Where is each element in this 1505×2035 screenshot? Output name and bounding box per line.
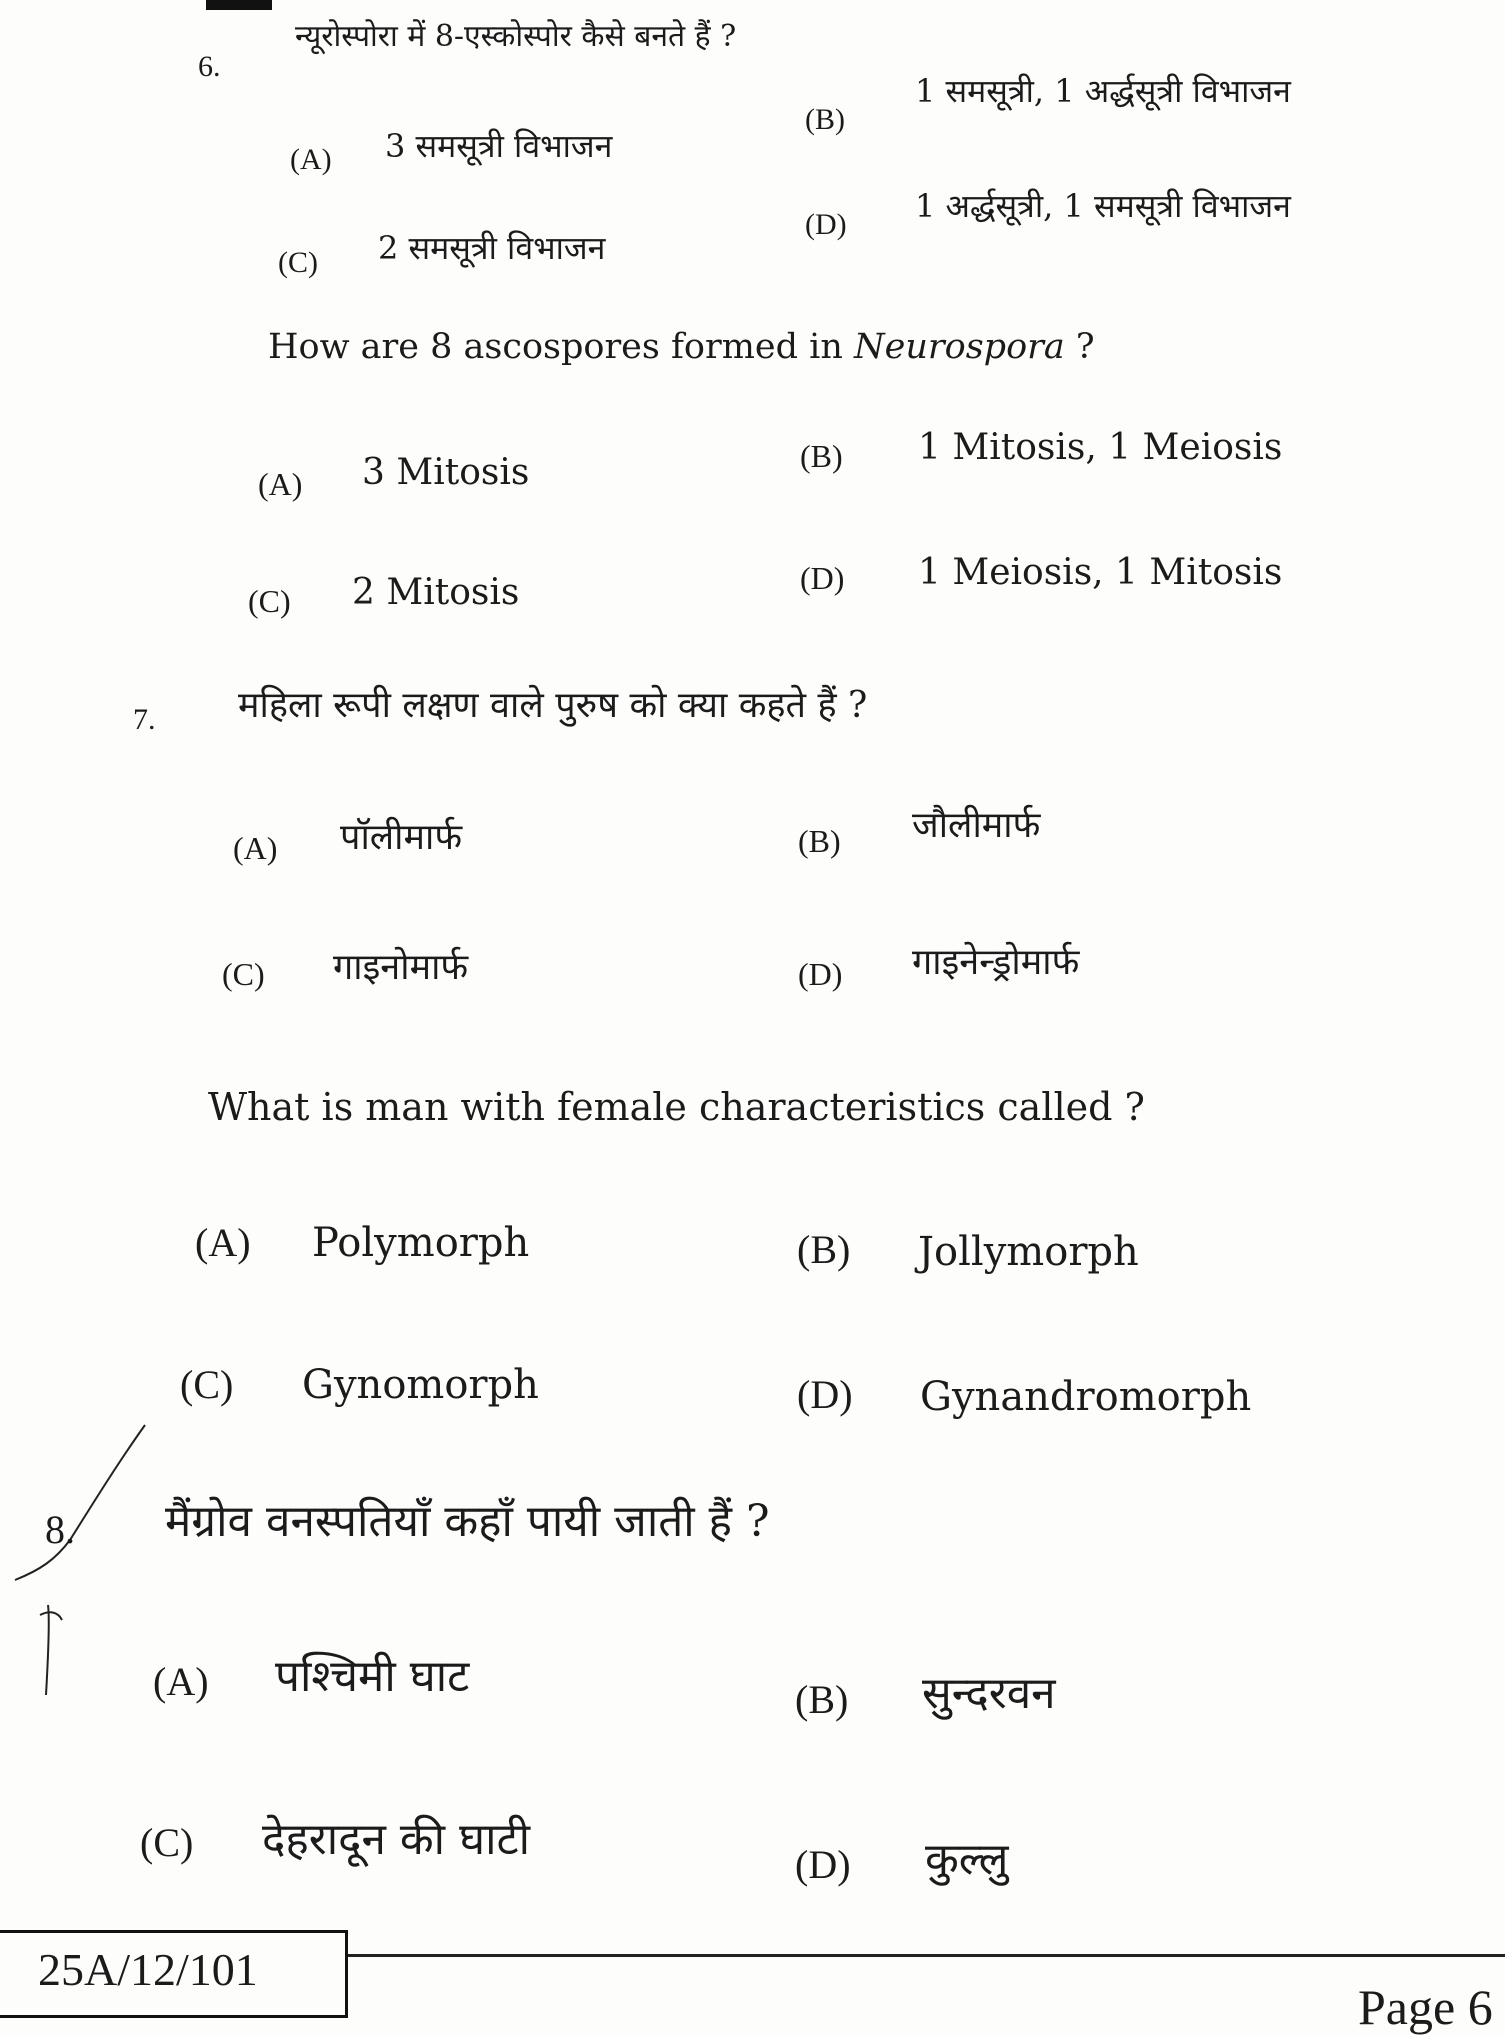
q7-en-option-a-text: Polymorph bbox=[312, 1220, 530, 1266]
q7-en-option-c-label: (C) bbox=[180, 1362, 234, 1407]
q8-option-b-text: सुन्दरवन bbox=[922, 1668, 1056, 1719]
q6-hi-option-d-text: 1 अर्द्धसूत्री, 1 समसूत्री विभाजन bbox=[915, 187, 1291, 225]
q8-option-c-label: (C) bbox=[140, 1820, 194, 1865]
q7-en-option-a-label: (A) bbox=[195, 1220, 251, 1265]
q6-en-option-b-text: 1 Mitosis, 1 Meiosis bbox=[918, 427, 1283, 468]
page-number: Page 6 bbox=[1358, 1979, 1493, 2035]
q6-en-option-b-label: (B) bbox=[800, 438, 843, 474]
q6-en-option-a-text: 3 Mitosis bbox=[362, 452, 530, 493]
q8-option-a-label: (A) bbox=[153, 1659, 209, 1704]
footer-rule bbox=[348, 1954, 1505, 1957]
paper-code: 25A/12/101 bbox=[38, 1944, 258, 1995]
q8-option-a-text: पश्चिमी घाट bbox=[275, 1651, 470, 1702]
q6-hi-option-b-label: (B) bbox=[805, 103, 845, 136]
q8-option-b-label: (B) bbox=[795, 1677, 849, 1722]
q6-hi-option-b-text: 1 समसूत्री, 1 अर्द्धसूत्री विभाजन bbox=[915, 72, 1291, 110]
q7-hi-option-a-label: (A) bbox=[233, 830, 278, 866]
q7-hindi-question: महिला रूपी लक्षण वाले पुरुष को क्या कहते हैं ? bbox=[238, 685, 868, 726]
q8-option-d-text: कुल्लु bbox=[925, 1834, 1009, 1885]
handwritten-tick-marks bbox=[0, 1420, 160, 1710]
q6-number: 6. bbox=[198, 50, 221, 83]
q7-hi-option-b-text: जौलीमार्फ bbox=[912, 805, 1041, 846]
q6-english-question-suffix: ? bbox=[1064, 327, 1095, 367]
q6-hindi-question: न्यूरोस्पोरा में 8-एस्कोस्पोर कैसे बनते हैं ? bbox=[295, 19, 737, 54]
q7-hi-option-d-text: गाइनेन्ड्रोमार्फ bbox=[912, 942, 1080, 983]
q7-hi-option-d-label: (D) bbox=[798, 956, 843, 992]
q6-english-question-prefix: How are 8 ascospores formed in bbox=[268, 327, 855, 367]
q6-hi-option-d-label: (D) bbox=[805, 208, 847, 241]
q6-hi-option-c-label: (C) bbox=[278, 246, 318, 279]
q7-english-question: What is man with female characteristics called ? bbox=[208, 1085, 1145, 1129]
q6-hi-option-c-text: 2 समसूत्री विभाजन bbox=[378, 229, 606, 267]
top-edge-mark bbox=[206, 0, 272, 10]
q8-option-c-text: देहरादून की घाटी bbox=[262, 1814, 531, 1865]
q7-number: 7. bbox=[133, 703, 156, 736]
q7-hi-option-b-label: (B) bbox=[798, 823, 841, 859]
q7-hi-option-c-label: (C) bbox=[222, 956, 265, 992]
q7-en-option-b-label: (B) bbox=[797, 1227, 851, 1272]
q6-english-question bbox=[268, 327, 1095, 367]
q6-en-option-c-text: 2 Mitosis bbox=[352, 572, 520, 613]
q6-en-option-c-label: (C) bbox=[248, 583, 291, 619]
q8-option-d-label: (D) bbox=[795, 1842, 851, 1887]
q7-en-option-c-text: Gynomorph bbox=[302, 1362, 539, 1408]
q6-en-option-d-text: 1 Meiosis, 1 Mitosis bbox=[918, 552, 1283, 593]
q6-english-question-italic: Neurospora bbox=[854, 327, 1065, 367]
q7-hi-option-a-text: पॉलीमार्फ bbox=[340, 817, 463, 858]
q7-en-option-d-text: Gynandromorph bbox=[920, 1374, 1252, 1420]
q7-en-option-d-label: (D) bbox=[797, 1372, 853, 1417]
q6-hi-option-a-label: (A) bbox=[290, 143, 332, 176]
q6-hi-option-a-text: 3 समसूत्री विभाजन bbox=[385, 127, 613, 165]
q7-en-option-b-text: Jollymorph bbox=[918, 1229, 1139, 1275]
q7-hi-option-c-text: गाइनोमार्फ bbox=[333, 947, 469, 988]
q6-en-option-a-label: (A) bbox=[258, 466, 303, 502]
q8-hindi-question: मैंग्रोव वनस्पतियाँ कहाँ पायी जाती हैं ? bbox=[165, 1496, 770, 1547]
q8-number: 8. bbox=[45, 1507, 75, 1552]
q6-en-option-d-label: (D) bbox=[800, 560, 845, 596]
